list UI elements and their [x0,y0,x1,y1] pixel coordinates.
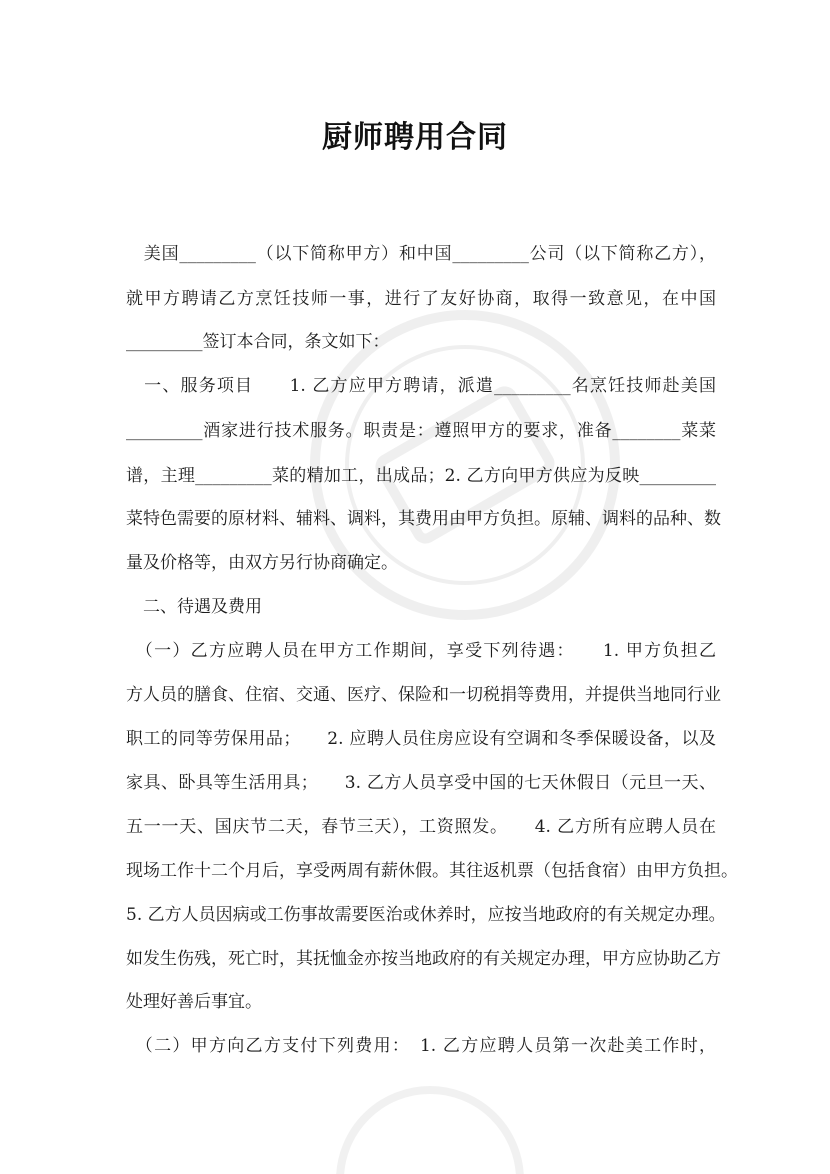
paragraph-line: 五一一天、国庆节二天，春节三天），工资照发。 4. 乙方所有应聘人员在 [126,817,716,837]
paragraph-line: 量及价格等，由双方另行协商确定。 [126,553,398,573]
paragraph-line: （二）甲方向乙方支付下列费用： 1. 乙方应聘人员第一次赴美工作时， [126,1036,716,1056]
paragraph-line: _________签订本合同，条文如下： [126,332,390,352]
paragraph-line: 一、服务项目 1. 乙方应甲方聘请，派遣_________名烹饪技师赴美国 [126,376,716,396]
paragraph-line: 职工的同等劳保用品； 2. 应聘人员住房应设有空调和冬季保暖设备，以及 [126,729,716,749]
document-title: 厨师聘用合同 [322,120,508,155]
paragraph-line: 菜特色需要的原材料、辅料、调料，其费用由甲方负担。原辅、调料的品种、数 [126,509,721,529]
paragraph-line: 5. 乙方人员因病或工伤事故需要医治或休养时，应按当地政府的有关规定办理。 [126,905,726,925]
paragraph-line: 家具、卧具等生活用具； 3. 乙方人员享受中国的七天休假日（元旦一天、 [126,773,716,793]
paragraph-line: 方人员的膳食、住宿、交通、医疗、保险和一切税捐等费用，并提供当地同行业 [126,685,721,705]
paragraph-line: 谱，主理_________菜的精加工，出成品；2. 乙方向甲方供应为反映_________ [126,466,716,486]
paragraph-line: 现场工作十二个月后，享受两周有薪休假。其往返机票（包括食宿）由甲方负担。 [126,861,738,881]
paragraph-line: 就甲方聘请乙方烹饪技师一事，进行了友好协商，取得一致意见，在中国 [126,289,716,309]
watermark-logo-bottom [330,1080,530,1174]
paragraph-line: 处理好善后事宜。 [126,992,262,1012]
section-heading: 二、待遇及费用 [126,597,262,617]
paragraph-line: 如发生伤残，死亡时，其抚恤金亦按当地政府的有关规定办理，甲方应协助乙方 [126,949,721,969]
paragraph-line: （一）乙方应聘人员在甲方工作期间，享受下列待遇： 1. 甲方负担乙 [126,641,716,661]
paragraph-line: _________酒家进行技术服务。职责是：遵照甲方的要求，准备________菜菜 [126,421,716,441]
paragraph-line: 美国_________（以下简称甲方）和中国_________公司（以下简称乙方）， [126,244,716,264]
